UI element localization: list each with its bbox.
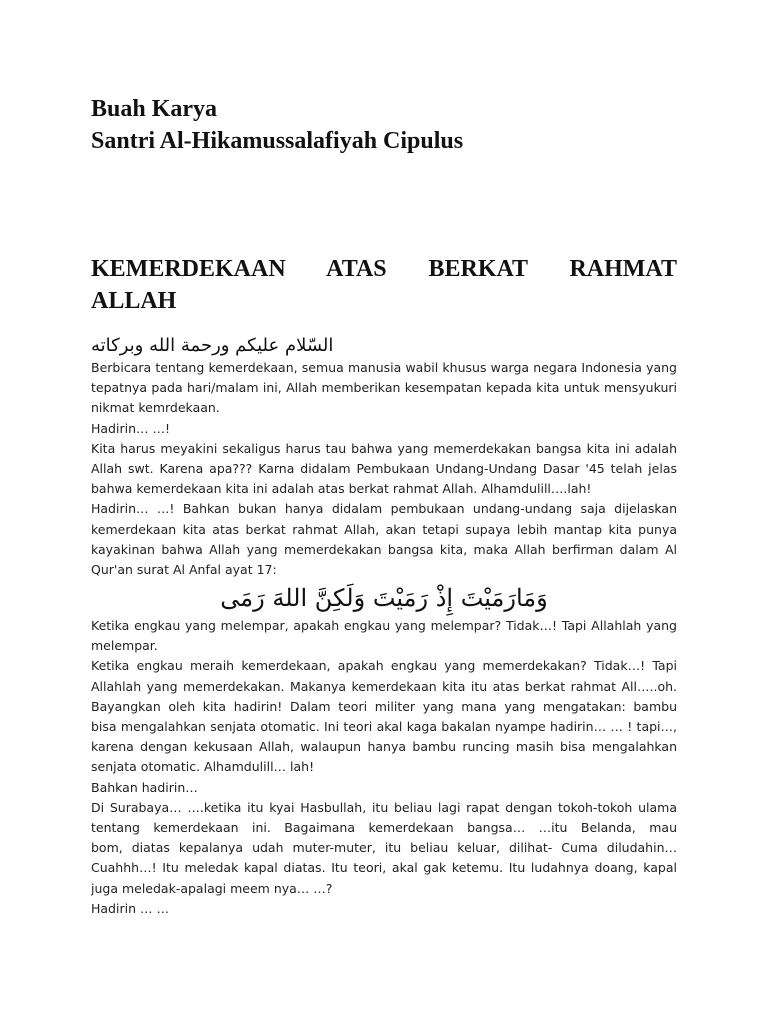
- main-title-line-2: ALLAH: [91, 288, 177, 314]
- body-line: melempar.: [91, 638, 158, 654]
- body-line: senjata otomatic. Alhamdulill… lah!: [91, 759, 315, 775]
- body-line: Allah swt. Karena apa??? Karna didalam Pembukaan Undang-Undang Dasar '45 telah jelas: [91, 460, 677, 476]
- body-line: Ketika engkau meraih kemerdekaan, apakah engkau yang memerdekakan? Tidak…! Tapi: [91, 658, 677, 674]
- body-line: Ketika engkau yang melempar, apakah engkau yang melempar? Tidak…! Tapi Allahlah yang: [91, 618, 677, 634]
- body-line: tentang kemerdekaan ini. Bagaimana kemerdekaan bangsa… …itu Belanda, mau: [91, 819, 677, 835]
- body-line: kemerdekaan kita atas berkat rahmat Allah, akan tetapi supaya lebih mantap kita punya: [91, 521, 677, 537]
- body-line: Bayangkan oleh kita hadirin! Dalam teori militer yang mana yang mengatakan: bambu: [91, 698, 677, 714]
- body-line: Di Surabaya… ….ketika itu kyai Hasbullah, itu beliau lagi rapat dengan tokoh-tokoh ulama: [91, 799, 677, 815]
- body-line: Qur'an surat Al Anfal ayat 17:: [91, 561, 277, 577]
- body-line: bisa mengalahkan senjata otomatic. Ini teori akal kaga bakalan nyampe hadirin… … ! tapi…,: [91, 719, 677, 734]
- body-line: tepatnya pada hari/malam ini, Allah memberikan kesempatan kepada kita untuk mensyukuri: [91, 380, 677, 396]
- body-line: Hadirin… …! Bahkan bukan hanya didalam pembukaan undang-undang saja dijelaskan: [91, 501, 677, 517]
- body-line: karena dengan kekusaan Allah, walaupun hanya bambu runcing masih bisa mengalahkan: [91, 739, 677, 755]
- body-line: Kita harus meyakini sekaligus harus tau bahwa yang memerdekakan bangsa kita ini adalah: [91, 440, 677, 456]
- header-line-1: Buah Karya: [91, 96, 218, 122]
- body-line: Cuahhh…! Itu meledak kapal diatas. Itu teori, akal gak ketemu. Itu ludahnya doang, kapal: [91, 860, 677, 876]
- body-line: bom, diatas kepalanya udah muter-muter, itu beliau keluar, dilihat- Cuma diludahin…: [91, 840, 677, 856]
- body-line: nikmat kemrdekaan.: [91, 400, 220, 416]
- header-block: [91, 93, 463, 157]
- body-line: Hadirin… …!: [91, 420, 170, 436]
- body-line: Allahlah yang memerdekakan. Makanya kemerdekaan kita itu atas berkat rahmat All…..oh.: [91, 678, 677, 694]
- body-line: juga meledak-apalagi meem nya… …?: [91, 880, 333, 896]
- body-line: bahwa kemerdekaan kita ini adalah atas berkat rahmat Allah. Alhamdulill….lah!: [91, 481, 592, 497]
- body-text: [91, 358, 677, 919]
- main-title-line-1: KEMERDEKAAN ATAS BERKAT RAHMAT: [91, 256, 677, 282]
- arabic-greeting: السّلام عليكم ورحمة الله وبركاته: [91, 335, 334, 356]
- quran-verse: وَمَارَمَيْتَ إِذْ رَمَيْتَ وَلَكِنَّ اللهَ رَمَى: [220, 584, 548, 613]
- body-line: Hadirin … …: [91, 900, 169, 916]
- header-line-2: Santri Al-Hikamussalafiyah Cipulus: [91, 128, 464, 154]
- body-line: kayakinan bahwa Allah yang memerdekakan bangsa kita, maka Allah berfirman dalam Al: [91, 541, 677, 557]
- body-line: Bahkan hadirin…: [91, 779, 198, 795]
- body-line: Berbicara tentang kemerdekaan, semua manusia wabil khusus warga negara Indonesia yang: [91, 360, 677, 375]
